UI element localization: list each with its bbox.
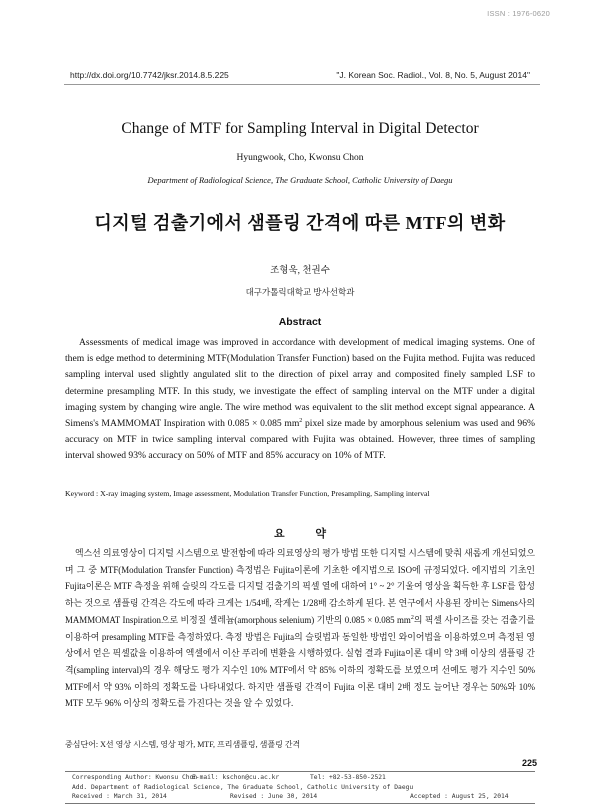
footer-row-address [65,783,535,793]
issn-label: ISSN : 1976-0620 [487,9,550,18]
abstract-text-part2: pixel size made by amorphous selenium was used and 96% accuracy on MTF in twice sampling interval compared with Fujita was obtained. However, three times of sampling interval showed 93% accuracy on 50% of MTF and 85% accuracy on 10% of MTF. [65,418,535,462]
corresponding-author: Corresponding Author: Kwonsu Chon [72,774,198,781]
paper-title-korean: 디지털 검출기에서 샘플링 간격에 따른 MTF의 변화 [94,213,506,233]
footer-row-dates [65,792,535,802]
footer-row-contact [65,773,535,783]
author-address: Add. Department of Radiological Science, The Graduate School, Catholic University of Daegu [72,783,414,791]
abstract-text-part1: Assessments of medical image was improved in accordance with development of medical imaging systems. One of them is edge method to determining MTF(Modulation Transfer Function) based on the Fujita method. Fujita was reduced sampling interval used slightly angulated slit to the direction of pixel array and composited finely sampled LSF to determine presampling MTF. In this study, we investigate the effect of sampling interval on the MTF under a digital imaging system by changing wire angle. The wire method was equivalent to the slit method except signal appearance. A Simens's MAMMOMAT Inspiration with 0.085 × 0.085 mm [65,337,535,430]
summary-superscript: 2 [410,614,414,621]
affiliation-korean: 대구가톨릭대학교 방사선학과 [245,287,355,297]
summary-text-part1: 엑스선 의료영상이 디지털 시스템으로 발전함에 따라 의료영상의 평가 방법 또한 디지털 시스템에 맞춰 새롭게 개선되었으며 그 중 MTF(Modulation Transfer Function) 측정법은 Fujita이론에 기초한 에지법으로 ISO에 규정되었다. 에지법의 기초인 Fujita이론은 MTF 측정을 위해 슬릿의 각도를 디지털 검출기의 픽셀 열에 대하여 1° ~ 2° 기울여 영상을 획득한 후 LSF를 합성하는 것으로 샘플링 간격은 각도에 따라 크게는 1/54배, 작게는 1/28배 감소하게 된다. 본 연구에서 사용된 장비는 Simens사의 MAMMOMAT Inspiration으로 비정질 셀레늄(amorphous selenium) 기반의 0.085 × 0.085 mm [65,548,535,625]
affiliation-english: Department of Radiological Science, The Graduate School, Catholic University of Daegu [147,175,453,185]
keywords-english: Keyword : X-ray imaging system, Image assessment, Modulation Transfer Function, Presampling, Sampling interval [65,489,430,498]
summary-body-korean [65,545,535,712]
abstract-body [65,335,535,465]
page-number: 225 [521,758,537,768]
abstract-superscript: 2 [299,417,303,424]
summary-text-part2: 의 픽셀 사이즈를 갖는 검출기를 이용하여 presampling MTF를 측정하였다. 측정 방법은 Fujita의 슬릿법과 동일한 방법인 와이어법을 이용하였으며 측정된 영상에서 얻은 픽셀값을 이용하여 엑셀에서 이산 푸리에 변환을 시행하였다. 실험 결과 Fujita이론 대비 약 3배 이상의 샘플링 간격(sampling interval)의 경우 해당도 평가 지수인 10% MTF에서 약 85% 이하의 정확도를 보였으며 선예도 평가 지수인 50% MTF에서 약 93% 이하의 정확도를 나타내었다. 하지만 샘플링 간격이 Fujita 이론 대비 2배 정도 늘어난 경우는 50%와 10% MTF 모두 96% 이상의 정확도를 가진다는 것을 알 수 있었다. [65,614,535,709]
keywords-korean: 중심단어: X선 영상 시스템, 영상 평가, MTF, 프리샘플링, 샘플링 간격 [65,740,301,749]
accepted-date: Accepted : August 25, 2014 [410,793,509,800]
received-date: Received : March 31, 2014 [72,793,167,800]
abstract-heading: Abstract [278,316,322,328]
footer-info-box [65,771,535,804]
authors-korean: 조형욱, 천권수 [270,266,330,276]
author-tel: Tel: +82-53-850-2521 [310,774,386,781]
author-email[interactable]: E-mail: kschon@cu.ac.kr [192,774,280,781]
doi-link[interactable]: http://dx.doi.org/10.7742/jksr.2014.8.5.225 [70,70,229,80]
summary-heading-korean: 요 약 [273,528,340,540]
authors-english: Hyungwook, Cho, Kwonsu Chon [236,153,364,163]
revised-date: Revised : June 30, 2014 [230,793,318,800]
journal-citation: "J. Korean Soc. Radiol., Vol. 8, No. 5, August 2014" [336,70,530,80]
paper-title-english: Change of MTF for Sampling Interval in Digital Detector [121,120,479,137]
header-rule [64,84,540,85]
